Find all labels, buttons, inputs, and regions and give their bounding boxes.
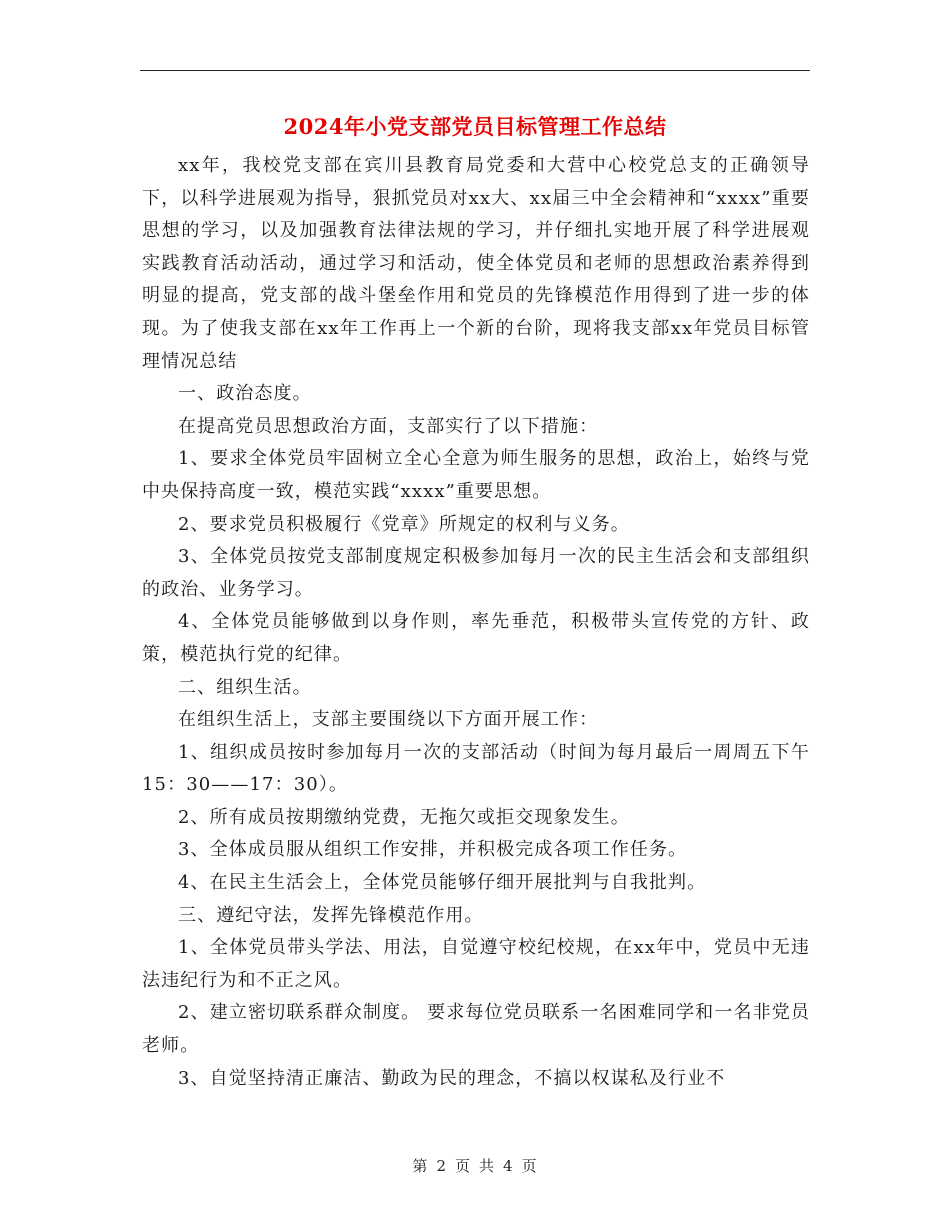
footer-page-number: 2 xyxy=(436,1157,447,1175)
section-heading: 二、组织生活。 xyxy=(178,676,312,698)
paragraph: xx年，我校党支部在宾川县教育局党委和大营中心校党总支的正确领导下，以科学进展观为指导，狠抓党员对xx大、xx届三中全会精神和“xxxx”重要思想的学习，以及加强教育法律法规的学习，并仔细扎实地开展了科学进展观实践教育活动活动，通过学习和活动，使全体党员和老师的思想政治素养得到明显的提高，党支部的战斗堡垒作用和党员的先锋模范作用得到了进一步的体现。为了使我支部在xx年工作再上一个新的台阶，现将我支部xx年党员目标管理情况总结 xyxy=(142,155,810,372)
footer-suffix: 页 xyxy=(521,1157,538,1175)
page-footer xyxy=(0,1155,950,1176)
list-item: 1、全体党员带头学法、用法，自觉遵守校纪校规，在xx年中，党员中无违法违纪行为和不正之风。 xyxy=(142,937,810,991)
list-item: 1、要求全体党员牢固树立全心全意为师生服务的思想，政治上，始终与党中央保持高度一致，模范实践“xxxx”重要思想。 xyxy=(142,448,810,502)
footer-total-pages: 4 xyxy=(503,1157,514,1175)
list-item: 4、全体党员能够做到以身作则，率先垂范，积极带头宣传党的方针、政策，模范执行党的纪律。 xyxy=(142,611,810,665)
list-item: 3、自觉坚持清正廉洁、勤政为民的理念，不搞以权谋私及行业不 xyxy=(178,1067,726,1089)
document-title: 2024年小党支部党员目标管理工作总结 xyxy=(283,114,667,139)
section-heading: 三、遵纪守法，发挥先锋模范作用。 xyxy=(178,904,484,926)
list-item: 4、在民主生活会上，全体党员能够仔细开展批判与自我批判。 xyxy=(178,872,707,894)
list-item: 2、所有成员按期缴纳党费，无拖欠或拒交现象发生。 xyxy=(178,806,630,828)
section-heading: 一、政治态度。 xyxy=(178,383,312,405)
paragraph: 在提高党员思想政治方面，支部实行了以下措施： xyxy=(178,415,599,437)
paragraph: 在组织生活上，支部主要围绕以下方面开展工作： xyxy=(178,709,599,731)
list-item: 2、建立密切联系群众制度。 要求每位党员联系一名困难同学和一名非党员老师。 xyxy=(142,1002,810,1057)
list-item: 1、组织成员按时参加每月一次的支部活动（时间为每月最后一周周五下午15：30——17：30）。 xyxy=(142,741,810,796)
list-item: 3、全体党员按党支部制度规定积极参加每月一次的民主生活会和支部组织的政治、业务学习。 xyxy=(142,546,810,600)
footer-prefix: 第 xyxy=(412,1157,429,1175)
footer-total-label: 共 xyxy=(479,1157,496,1175)
document-body xyxy=(142,150,810,1095)
list-item: 2、要求党员积极履行《党章》所规定的权利与义务。 xyxy=(178,513,630,535)
header-rule xyxy=(140,70,810,71)
list-item: 3、全体成员服从组织工作安排，并积极完成各项工作任务。 xyxy=(178,839,688,861)
footer-page-label: 页 xyxy=(454,1157,471,1175)
